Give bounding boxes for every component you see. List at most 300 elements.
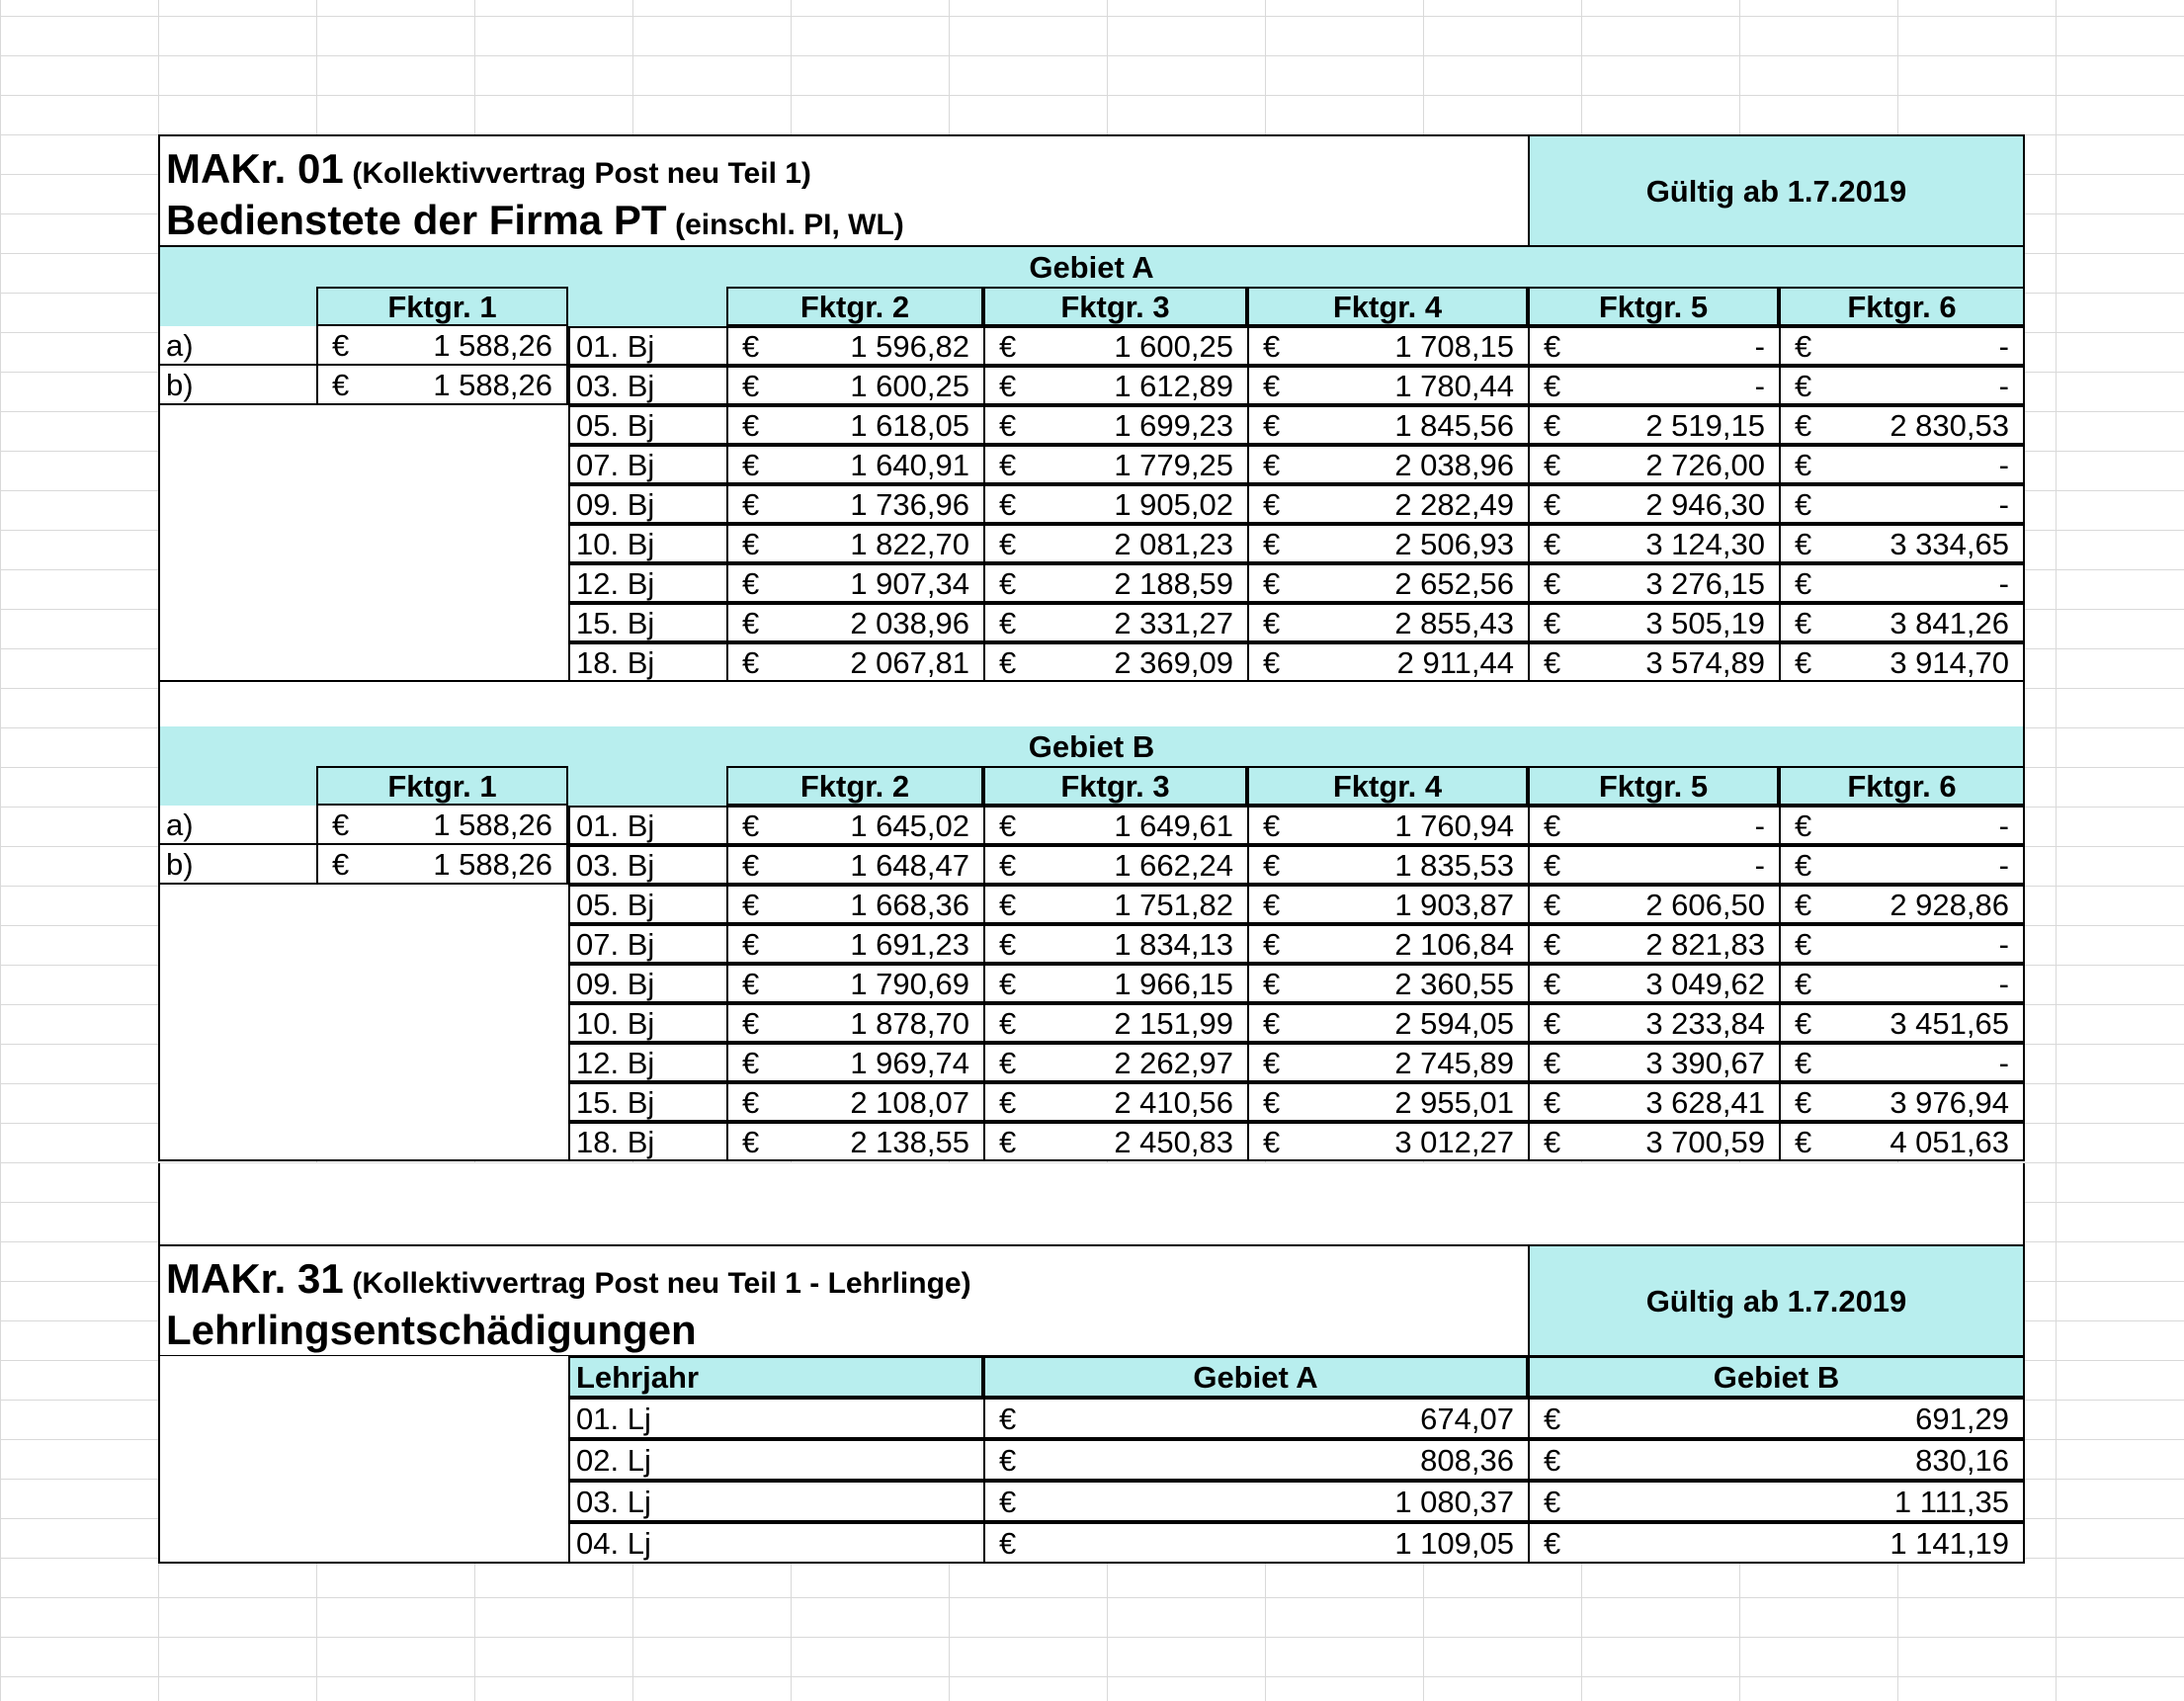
section2-valid-date[interactable]: Gültig ab 1.7.2019 — [1528, 1244, 2025, 1357]
lehrjahr-text: 03. Lj — [576, 1484, 651, 1519]
amount-fktgr-3[interactable] — [983, 845, 1247, 885]
amount-fktgr-4[interactable] — [1247, 1082, 1528, 1122]
dienstjahr-cell[interactable] — [568, 445, 726, 484]
amount-fktgr-2-value: 2 067,81 — [850, 644, 969, 680]
amount-fktgr-2-value: 1 645,02 — [850, 808, 969, 843]
empty-label-cell — [158, 1122, 316, 1161]
amount-fktgr-3[interactable] — [983, 1003, 1247, 1043]
group-header-fktgr-2[interactable] — [726, 287, 983, 326]
dienstjahr-text: 03. Bj — [576, 368, 655, 403]
amount-fktgr-5-value: 3 276,15 — [1645, 565, 1765, 601]
euro-symbol: € — [999, 486, 1017, 522]
header-spacer-left — [158, 287, 316, 326]
amount-fktgr-2[interactable] — [726, 524, 983, 563]
amount-fktgr-4[interactable] — [1247, 563, 1528, 603]
amount-fktgr-6[interactable] — [1779, 806, 2025, 845]
euro-symbol: € — [1263, 328, 1281, 364]
amount-fktgr-2[interactable] — [726, 642, 983, 682]
amount-fktgr-2-value: 2 138,55 — [850, 1124, 969, 1159]
empty-label-cell — [158, 524, 316, 563]
amount-fktgr-6-value: 3 976,94 — [1890, 1084, 2009, 1120]
amount-fktgr-3-value: 2 188,59 — [1114, 565, 1233, 601]
empty-label-cell — [158, 885, 316, 924]
lehrling-amount-a-value: 674,07 — [1420, 1401, 1514, 1436]
dienstjahr-cell[interactable] — [568, 484, 726, 524]
amount-fktgr-5-value: 2 821,83 — [1645, 926, 1765, 962]
amount-fktgr-3-value: 2 450,83 — [1114, 1124, 1233, 1159]
amount-fktgr-2-value: 1 668,36 — [850, 887, 969, 922]
header-spacer-bj — [568, 287, 726, 326]
euro-symbol: € — [1544, 526, 1561, 561]
dienstjahr-cell[interactable] — [568, 924, 726, 964]
group-header-fktgr-5[interactable] — [1528, 287, 1779, 326]
amount-fktgr-6-value: - — [1998, 926, 2009, 962]
dienstjahr-cell[interactable] — [568, 524, 726, 563]
amount-fktgr-6[interactable] — [1779, 1003, 2025, 1043]
gebiet-title — [158, 726, 2025, 766]
euro-symbol: € — [1795, 328, 1812, 364]
amount-fktgr-4-value: 1 708,15 — [1394, 328, 1514, 364]
lehrling-amount-b[interactable] — [1528, 1439, 2025, 1481]
euro-symbol: € — [1795, 368, 1812, 403]
euro-symbol: € — [1795, 605, 1812, 640]
amount-fktgr-6-value: - — [1998, 447, 2009, 482]
lehrjahr-text: 02. Lj — [576, 1442, 651, 1478]
euro-symbol: € — [999, 966, 1017, 1001]
group-header-fktgr-2[interactable] — [726, 766, 983, 806]
amount-fktgr-5[interactable] — [1528, 1043, 1779, 1082]
amount-fktgr-3[interactable] — [983, 806, 1247, 845]
amount-fktgr-3-value: 2 262,97 — [1114, 1045, 1233, 1080]
amount-fktgr-5[interactable] — [1528, 484, 1779, 524]
section2-code: MAKr. 31 — [166, 1255, 344, 1302]
amount-fktgr-6[interactable] — [1779, 445, 2025, 484]
euro-symbol: € — [1263, 966, 1281, 1001]
euro-symbol: € — [1544, 1442, 1561, 1478]
dienstjahr-cell[interactable] — [568, 964, 726, 1003]
euro-symbol: € — [742, 808, 760, 843]
amount-fktgr-3-value: 2 081,23 — [1114, 526, 1233, 561]
col-lehrjahr-label: Lehrjahr — [576, 1359, 700, 1395]
amount-fktgr-2[interactable] — [726, 405, 983, 445]
gebiet-title-text: Gebiet B — [1028, 728, 1155, 764]
amount-fktgr-2[interactable] — [726, 1082, 983, 1122]
lehrling-spacer-left — [158, 1481, 568, 1522]
euro-symbol: € — [1544, 1045, 1561, 1080]
amount-fktgr-3[interactable] — [983, 405, 1247, 445]
amount-fktgr-2[interactable] — [726, 563, 983, 603]
amount-fktgr-4-value: 2 594,05 — [1394, 1005, 1514, 1041]
euro-symbol: € — [1795, 1045, 1812, 1080]
empty-label-cell — [158, 1082, 316, 1122]
amount-fktgr-6-value: - — [1998, 808, 2009, 843]
empty-fg1-cell — [316, 524, 568, 563]
amount-fktgr-6-value: 4 051,63 — [1890, 1124, 2009, 1159]
amount-fktgr-4-value: 1 835,53 — [1394, 847, 1514, 883]
amount-fktgr-5[interactable] — [1528, 1003, 1779, 1043]
euro-symbol: € — [1263, 526, 1281, 561]
fg1-amount[interactable] — [316, 326, 568, 366]
dienstjahr-cell[interactable] — [568, 1122, 726, 1161]
amount-fktgr-4-value: 1 903,87 — [1394, 887, 1514, 922]
amount-fktgr-2[interactable] — [726, 1122, 983, 1161]
amount-fktgr-6[interactable] — [1779, 642, 2025, 682]
fg1-amount[interactable] — [316, 806, 568, 845]
dienstjahr-cell[interactable] — [568, 642, 726, 682]
dienstjahr-text: 01. Bj — [576, 808, 655, 843]
amount-fktgr-5[interactable] — [1528, 445, 1779, 484]
dienstjahr-cell[interactable] — [568, 885, 726, 924]
fg1-label-text: a) — [166, 807, 194, 842]
amount-fktgr-2[interactable] — [726, 964, 983, 1003]
amount-fktgr-6[interactable] — [1779, 1122, 2025, 1161]
dienstjahr-text: 18. Bj — [576, 644, 655, 680]
amount-fktgr-4[interactable] — [1247, 1122, 1528, 1161]
amount-fktgr-5[interactable] — [1528, 885, 1779, 924]
euro-symbol: € — [1544, 966, 1561, 1001]
euro-symbol: € — [999, 1442, 1017, 1478]
euro-symbol: € — [1795, 926, 1812, 962]
group-header-label: Fktgr. 3 — [1060, 768, 1170, 804]
euro-symbol: € — [1263, 486, 1281, 522]
euro-symbol: € — [999, 328, 1017, 364]
euro-symbol: € — [1544, 605, 1561, 640]
lehrling-spacer-left — [158, 1522, 568, 1564]
amount-fktgr-4[interactable] — [1247, 524, 1528, 563]
amount-fktgr-2[interactable] — [726, 326, 983, 366]
euro-symbol: € — [1544, 447, 1561, 482]
group-header-fktgr-5[interactable] — [1528, 766, 1779, 806]
amount-fktgr-3-value: 1 662,24 — [1114, 847, 1233, 883]
amount-fktgr-3-value: 2 410,56 — [1114, 1084, 1233, 1120]
col-gebiet-b[interactable] — [1528, 1356, 2025, 1398]
lehrling-amount-a[interactable] — [983, 1439, 1528, 1481]
dienstjahr-cell[interactable] — [568, 1043, 726, 1082]
amount-fktgr-5-value: 3 505,19 — [1645, 605, 1765, 640]
euro-symbol: € — [1544, 368, 1561, 403]
amount-fktgr-5[interactable] — [1528, 806, 1779, 845]
lehrling-amount-b[interactable] — [1528, 1481, 2025, 1522]
amount-fktgr-2[interactable] — [726, 603, 983, 642]
col-gebiet-a[interactable] — [983, 1356, 1528, 1398]
empty-fg1-cell — [316, 563, 568, 603]
amount-fktgr-6[interactable] — [1779, 366, 2025, 405]
lehrling-amount-a-value: 808,36 — [1420, 1442, 1514, 1478]
amount-fktgr-2-value: 1 600,25 — [850, 368, 969, 403]
euro-symbol: € — [1544, 1084, 1561, 1120]
dienstjahr-cell[interactable] — [568, 366, 726, 405]
amount-fktgr-4[interactable] — [1247, 405, 1528, 445]
amount-fktgr-4[interactable] — [1247, 326, 1528, 366]
amount-fktgr-6[interactable] — [1779, 924, 2025, 964]
amount-fktgr-2-value: 1 691,23 — [850, 926, 969, 962]
group-header-fktgr-4[interactable] — [1247, 287, 1528, 326]
amount-fktgr-3[interactable] — [983, 1122, 1247, 1161]
dienstjahr-cell[interactable] — [568, 563, 726, 603]
group-header-label: Fktgr. 1 — [387, 289, 497, 324]
lehrling-amount-b-value: 1 141,19 — [1890, 1525, 2009, 1561]
amount-fktgr-4[interactable] — [1247, 603, 1528, 642]
fg1-label[interactable] — [158, 806, 316, 845]
euro-symbol: € — [1795, 1084, 1812, 1120]
euro-symbol: € — [999, 1401, 1017, 1436]
lehrling-amount-b[interactable] — [1528, 1522, 2025, 1564]
amount-fktgr-4[interactable] — [1247, 845, 1528, 885]
empty-label-cell — [158, 445, 316, 484]
amount-fktgr-3[interactable] — [983, 885, 1247, 924]
amount-fktgr-5[interactable] — [1528, 524, 1779, 563]
empty-fg1-cell — [316, 1082, 568, 1122]
amount-fktgr-5[interactable] — [1528, 405, 1779, 445]
lehrling-spacer-left — [158, 1356, 568, 1398]
amount-fktgr-5[interactable] — [1528, 845, 1779, 885]
euro-symbol: € — [1263, 1124, 1281, 1159]
group-header-fktgr-1[interactable] — [316, 766, 568, 806]
group-header-fktgr-6[interactable] — [1779, 766, 2025, 806]
amount-fktgr-4[interactable] — [1247, 806, 1528, 845]
amount-fktgr-3[interactable] — [983, 924, 1247, 964]
amount-fktgr-2-value: 2 038,96 — [850, 605, 969, 640]
euro-symbol: € — [742, 1045, 760, 1080]
euro-symbol: € — [742, 887, 760, 922]
lehrling-amount-b-value: 830,16 — [1915, 1442, 2009, 1478]
euro-symbol: € — [1795, 808, 1812, 843]
empty-label-cell — [158, 1043, 316, 1082]
amount-fktgr-5[interactable] — [1528, 563, 1779, 603]
amount-fktgr-2-value: 1 822,70 — [850, 526, 969, 561]
lehrling-amount-a[interactable] — [983, 1398, 1528, 1439]
amount-fktgr-3[interactable] — [983, 1082, 1247, 1122]
gebiet-title — [158, 247, 2025, 287]
amount-fktgr-2-value: 1 648,47 — [850, 847, 969, 883]
amount-fktgr-6[interactable] — [1779, 563, 2025, 603]
amount-fktgr-3[interactable] — [983, 642, 1247, 682]
euro-symbol: € — [742, 486, 760, 522]
amount-fktgr-3[interactable] — [983, 603, 1247, 642]
amount-fktgr-2[interactable] — [726, 366, 983, 405]
lehrjahr-cell[interactable] — [568, 1439, 983, 1481]
amount-fktgr-5-value: - — [1754, 847, 1765, 883]
group-header-fktgr-4[interactable] — [1247, 766, 1528, 806]
euro-symbol: € — [1544, 1525, 1561, 1561]
lehrling-amount-a[interactable] — [983, 1481, 1528, 1522]
amount-fktgr-2-value: 1 907,34 — [850, 565, 969, 601]
euro-symbol: € — [999, 565, 1017, 601]
group-header-fktgr-3[interactable] — [983, 766, 1247, 806]
amount-fktgr-3[interactable] — [983, 563, 1247, 603]
amount-fktgr-5[interactable] — [1528, 366, 1779, 405]
euro-symbol: € — [1263, 447, 1281, 482]
group-header-label: Fktgr. 3 — [1060, 289, 1170, 324]
dienstjahr-text: 12. Bj — [576, 565, 655, 601]
amount-fktgr-6[interactable] — [1779, 845, 2025, 885]
empty-label-cell — [158, 563, 316, 603]
amount-fktgr-4[interactable] — [1247, 1043, 1528, 1082]
empty-fg1-cell — [316, 964, 568, 1003]
fg1-amount[interactable] — [316, 845, 568, 885]
euro-symbol: € — [1795, 1124, 1812, 1159]
euro-symbol: € — [742, 368, 760, 403]
lehrling-amount-b-value: 691,29 — [1915, 1401, 2009, 1436]
amount-fktgr-6-value: 3 334,65 — [1890, 526, 2009, 561]
euro-symbol: € — [332, 327, 350, 363]
dienstjahr-cell[interactable] — [568, 1003, 726, 1043]
col-gebiet-b-label: Gebiet B — [1713, 1359, 1840, 1395]
section1-title-cell[interactable] — [158, 134, 1530, 247]
dienstjahr-text: 07. Bj — [576, 926, 655, 962]
amount-fktgr-5-value: 3 124,30 — [1645, 526, 1765, 561]
dienstjahr-text: 09. Bj — [576, 966, 655, 1001]
amount-fktgr-5-value: 2 726,00 — [1645, 447, 1765, 482]
amount-fktgr-6[interactable] — [1779, 964, 2025, 1003]
euro-symbol: € — [742, 605, 760, 640]
amount-fktgr-5-value: 2 519,15 — [1645, 407, 1765, 443]
amount-fktgr-4[interactable] — [1247, 642, 1528, 682]
amount-fktgr-5-value: 3 390,67 — [1645, 1045, 1765, 1080]
amount-fktgr-4[interactable] — [1247, 924, 1528, 964]
empty-fg1-cell — [316, 445, 568, 484]
fg1-amount[interactable] — [316, 366, 568, 405]
amount-fktgr-5-value: - — [1754, 368, 1765, 403]
amount-fktgr-2-value: 1 640,91 — [850, 447, 969, 482]
amount-fktgr-4[interactable] — [1247, 445, 1528, 484]
dienstjahr-cell[interactable] — [568, 1082, 726, 1122]
amount-fktgr-5[interactable] — [1528, 1122, 1779, 1161]
amount-fktgr-2[interactable] — [726, 924, 983, 964]
fg1-label[interactable] — [158, 366, 316, 405]
amount-fktgr-4[interactable] — [1247, 885, 1528, 924]
empty-fg1-cell — [316, 405, 568, 445]
amount-fktgr-2[interactable] — [726, 1003, 983, 1043]
amount-fktgr-6[interactable] — [1779, 885, 2025, 924]
euro-symbol: € — [999, 1124, 1017, 1159]
euro-symbol: € — [742, 966, 760, 1001]
amount-fktgr-4-value: 1 760,94 — [1394, 808, 1514, 843]
dienstjahr-cell[interactable] — [568, 603, 726, 642]
section1-title: Bedienstete der Firma PT — [166, 197, 667, 243]
amount-fktgr-2[interactable] — [726, 445, 983, 484]
lehrjahr-cell[interactable] — [568, 1398, 983, 1439]
amount-fktgr-2[interactable] — [726, 806, 983, 845]
amount-fktgr-6[interactable] — [1779, 524, 2025, 563]
amount-fktgr-6[interactable] — [1779, 1082, 2025, 1122]
euro-symbol: € — [1263, 1005, 1281, 1041]
euro-symbol: € — [332, 846, 350, 882]
amount-fktgr-3[interactable] — [983, 366, 1247, 405]
section2-title-cell[interactable] — [158, 1244, 1530, 1357]
amount-fktgr-6[interactable] — [1779, 484, 2025, 524]
amount-fktgr-4-value: 2 745,89 — [1394, 1045, 1514, 1080]
dienstjahr-cell[interactable] — [568, 845, 726, 885]
euro-symbol: € — [999, 1045, 1017, 1080]
section1-valid-date[interactable]: Gültig ab 1.7.2019 — [1528, 134, 2025, 247]
group-header-fktgr-1[interactable] — [316, 287, 568, 326]
amount-fktgr-6[interactable] — [1779, 326, 2025, 366]
lehrjahr-cell[interactable] — [568, 1481, 983, 1522]
euro-symbol: € — [742, 847, 760, 883]
amount-fktgr-3[interactable] — [983, 445, 1247, 484]
euro-symbol: € — [1795, 644, 1812, 680]
amount-fktgr-3[interactable] — [983, 1043, 1247, 1082]
amount-fktgr-3[interactable] — [983, 524, 1247, 563]
euro-symbol: € — [332, 367, 350, 402]
spacer-row — [158, 682, 2025, 726]
euro-symbol: € — [742, 565, 760, 601]
amount-fktgr-4[interactable] — [1247, 1003, 1528, 1043]
amount-fktgr-2[interactable] — [726, 1043, 983, 1082]
amount-fktgr-6-value: 3 451,65 — [1890, 1005, 2009, 1041]
dienstjahr-cell[interactable] — [568, 405, 726, 445]
amount-fktgr-6-value: - — [1998, 328, 2009, 364]
col-lehrjahr[interactable] — [568, 1356, 983, 1398]
group-header-fktgr-6[interactable] — [1779, 287, 2025, 326]
euro-symbol: € — [1795, 486, 1812, 522]
header-spacer-left — [158, 766, 316, 806]
amount-fktgr-3[interactable] — [983, 484, 1247, 524]
amount-fktgr-5[interactable] — [1528, 642, 1779, 682]
lehrling-amount-b[interactable] — [1528, 1398, 2025, 1439]
amount-fktgr-5[interactable] — [1528, 964, 1779, 1003]
amount-fktgr-2-value: 2 108,07 — [850, 1084, 969, 1120]
amount-fktgr-4[interactable] — [1247, 484, 1528, 524]
empty-fg1-cell — [316, 1003, 568, 1043]
amount-fktgr-2[interactable] — [726, 845, 983, 885]
empty-fg1-cell — [316, 1043, 568, 1082]
amount-fktgr-4-value: 1 780,44 — [1394, 368, 1514, 403]
amount-fktgr-4[interactable] — [1247, 366, 1528, 405]
amount-fktgr-2[interactable] — [726, 484, 983, 524]
dienstjahr-cell[interactable] — [568, 806, 726, 845]
group-header-fktgr-3[interactable] — [983, 287, 1247, 326]
euro-symbol: € — [1263, 1045, 1281, 1080]
fg1-label[interactable] — [158, 326, 316, 366]
amount-fktgr-4-value: 2 955,01 — [1394, 1084, 1514, 1120]
amount-fktgr-4-value: 2 282,49 — [1394, 486, 1514, 522]
euro-symbol: € — [1263, 887, 1281, 922]
amount-fktgr-3[interactable] — [983, 326, 1247, 366]
amount-fktgr-3[interactable] — [983, 964, 1247, 1003]
dienstjahr-cell[interactable] — [568, 326, 726, 366]
lehrling-amount-a[interactable] — [983, 1522, 1528, 1564]
amount-fktgr-6[interactable] — [1779, 603, 2025, 642]
euro-symbol: € — [742, 447, 760, 482]
euro-symbol: € — [1544, 1484, 1561, 1519]
dienstjahr-text: 18. Bj — [576, 1124, 655, 1159]
lehrjahr-cell[interactable] — [568, 1522, 983, 1564]
header-spacer-bj — [568, 766, 726, 806]
amount-fktgr-6[interactable] — [1779, 1043, 2025, 1082]
amount-fktgr-6[interactable] — [1779, 405, 2025, 445]
amount-fktgr-3-value: 1 600,25 — [1114, 328, 1233, 364]
euro-symbol: € — [742, 526, 760, 561]
amount-fktgr-5[interactable] — [1528, 326, 1779, 366]
amount-fktgr-4-value: 2 360,55 — [1394, 966, 1514, 1001]
amount-fktgr-5-value: 3 049,62 — [1645, 966, 1765, 1001]
amount-fktgr-4[interactable] — [1247, 964, 1528, 1003]
amount-fktgr-5[interactable] — [1528, 603, 1779, 642]
euro-symbol: € — [1795, 966, 1812, 1001]
dienstjahr-text: 03. Bj — [576, 847, 655, 883]
amount-fktgr-5-value: - — [1754, 808, 1765, 843]
amount-fktgr-5[interactable] — [1528, 924, 1779, 964]
amount-fktgr-6-value: 2 830,53 — [1890, 407, 2009, 443]
amount-fktgr-5[interactable] — [1528, 1082, 1779, 1122]
amount-fktgr-2[interactable] — [726, 885, 983, 924]
euro-symbol: € — [1263, 808, 1281, 843]
fg1-label[interactable] — [158, 845, 316, 885]
euro-symbol: € — [742, 1124, 760, 1159]
group-header-label: Fktgr. 4 — [1332, 768, 1443, 804]
